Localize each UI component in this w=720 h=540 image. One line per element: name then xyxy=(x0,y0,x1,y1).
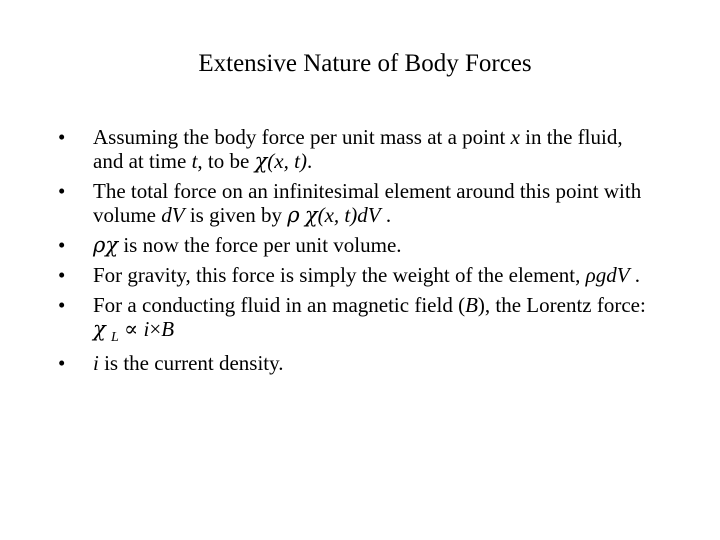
bullet-text: For gravity, this force is simply the weight of the element, xyxy=(93,263,586,287)
cross-symbol: × xyxy=(149,317,162,341)
bullet-dot-icon: • xyxy=(58,351,66,375)
math-dv: dV xyxy=(161,203,185,227)
bullet-text: . xyxy=(629,263,641,287)
bullet-text: , to be xyxy=(197,149,255,173)
bullet-text: . xyxy=(380,203,392,227)
math-chi: χ xyxy=(105,233,119,257)
bullet-item xyxy=(58,233,658,257)
bullet-dot-icon: • xyxy=(58,293,66,317)
bullet-text: in the fluid, and at time xyxy=(93,125,623,173)
bullet-dot-icon: • xyxy=(58,233,66,257)
math-i: i xyxy=(93,351,99,375)
bullet-text: Assuming the body force per unit mass at a point xyxy=(93,125,511,149)
math-chi: χ xyxy=(254,149,268,173)
slide-title: Extensive Nature of Body Forces xyxy=(198,50,532,77)
bullet-item xyxy=(58,351,658,375)
bullet-text: ), the Lorentz force: xyxy=(477,293,646,317)
math-b: B xyxy=(465,293,478,317)
bullet-text: is the current density. xyxy=(98,351,284,375)
bullet-text: is given by xyxy=(184,203,288,227)
bullet-item xyxy=(58,263,658,287)
bullet-list xyxy=(58,125,658,375)
bullet-dot-icon: • xyxy=(58,263,66,287)
math-rho: ρ xyxy=(287,203,300,227)
math-subscript-l xyxy=(111,330,119,345)
math-rho: ρ xyxy=(93,233,106,257)
math-chi: χ xyxy=(93,317,106,341)
math-chi: χ xyxy=(304,203,318,227)
bullet-dot-icon: • xyxy=(58,125,66,149)
math-x: x xyxy=(510,125,520,149)
math-t: t xyxy=(191,149,198,173)
math-l: L xyxy=(110,330,119,345)
bullet-text: For a conducting fluid in an magnetic field ( xyxy=(93,293,466,317)
math-i: i xyxy=(143,317,150,341)
math-rho-g-dv: ρgdV xyxy=(585,263,630,287)
math-b: B xyxy=(161,317,175,341)
bullet-text: . xyxy=(306,149,313,173)
math-args: (x, t) xyxy=(267,149,307,173)
bullet-dot-icon: • xyxy=(58,179,66,203)
math-args: (x, t)dV xyxy=(317,203,381,227)
bullet-text: is now the force per unit volume. xyxy=(118,233,402,257)
proportional-symbol: ∝ xyxy=(124,317,139,341)
bullet-item xyxy=(58,179,658,227)
bullet-item xyxy=(58,125,658,173)
bullet-text: The total force on an infinitesimal element around this point with volume xyxy=(93,179,642,227)
bullet-item xyxy=(58,293,658,345)
